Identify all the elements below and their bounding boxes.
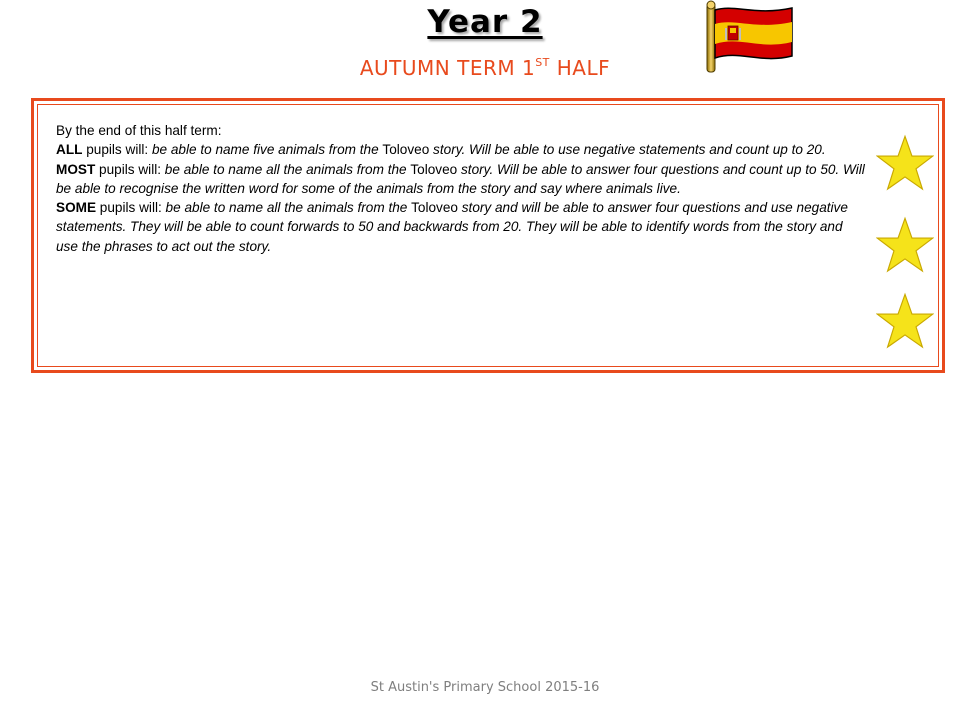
objective-some-label: SOME bbox=[56, 200, 97, 216]
objectives-text bbox=[56, 121, 868, 256]
objective-some-desc2: story and will be able to answer four questions and use negative statements. They will be able to count forwards to 50 and backwards from 20. They will be able to identify words from the story and use the phrases to act out the story. bbox=[56, 200, 848, 254]
objectives-intro: By the end of this half term: bbox=[56, 123, 222, 138]
objective-most-story: Toloveo bbox=[410, 161, 458, 177]
objective-some-lead: pupils will: bbox=[96, 200, 166, 216]
term-heading bbox=[0, 56, 960, 80]
term-main: AUTUMN TERM 1 bbox=[359, 56, 536, 80]
objective-most-lead: pupils will: bbox=[95, 161, 165, 177]
objective-all-label: ALL bbox=[56, 142, 83, 158]
objective-all-desc1: be able to name five animals from the bbox=[151, 142, 383, 158]
objective-some-desc1: be able to name all the animals from the bbox=[165, 200, 412, 216]
objectives-box-inner bbox=[37, 104, 939, 367]
objective-most-desc2: story. Will be able to answer four questions and count up to 50. Will be able to recognise the written word for some of the animals from the story and say where animals live. bbox=[56, 161, 865, 196]
objective-all-desc bbox=[152, 142, 826, 157]
objective-some bbox=[56, 198, 868, 256]
term-tail: HALF bbox=[549, 56, 611, 80]
objective-some-story: Toloveo bbox=[411, 200, 458, 216]
objective-most-desc1: be able to name all the animals from the bbox=[164, 161, 411, 177]
star-icon bbox=[876, 134, 934, 192]
spain-flag-icon bbox=[700, 0, 800, 76]
objective-some-desc bbox=[56, 200, 848, 254]
star-icon bbox=[876, 292, 934, 350]
term-superscript: ST bbox=[535, 56, 550, 69]
page-title: Year 2 bbox=[427, 4, 543, 40]
objective-most bbox=[56, 160, 868, 199]
objective-most-desc bbox=[56, 162, 865, 196]
footer-text: St Austin's Primary School 2015-16 bbox=[370, 680, 600, 695]
objective-all-story: Toloveo bbox=[382, 142, 430, 158]
objective-all-desc2: story. Will be able to use negative statements and count up to 20. bbox=[429, 142, 826, 158]
objectives-box bbox=[31, 98, 945, 373]
objective-all bbox=[56, 140, 868, 159]
star-icon bbox=[876, 216, 934, 274]
objective-all-lead: pupils will: bbox=[82, 142, 152, 158]
objective-most-label: MOST bbox=[56, 161, 96, 177]
